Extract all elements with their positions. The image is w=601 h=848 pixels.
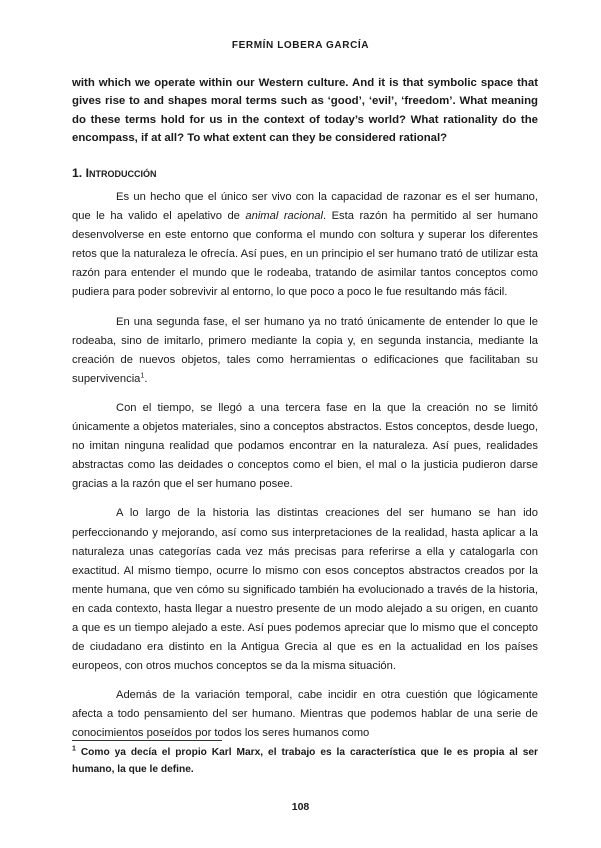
paragraph-2-text: En una segunda fase, el ser humano ya no trató únicamente de entender lo que le rodeaba, sino de imitarlo, primero mediante la copia y, en segunda instancia, mediante la creación de nuevos objetos, tales como herramientas o edificaciones que facilitaban su supervivencia <box>72 315 538 385</box>
section-title: Introducción <box>85 166 157 180</box>
paragraph-3: Con el tiempo, se llegó a una tercera fase en la que la creación no se limitó únicamente a objetos materiales, sino a conceptos abstractos. Estos conceptos, desde luego, no imitan ninguna realidad que podamos encontrar en la naturaleza. Así pues, realidades abstractas como las deidades o conceptos como el bien, el mal o la justicia pudieron darse gracias a la razón que el ser humano posee. <box>72 401 538 491</box>
footnote-text: Como ya decía el propio Karl Marx, el trabajo es la característica que le es propia al ser humano, la que le define. <box>72 747 538 775</box>
paragraph-1-text-a: Es un hecho que el único ser vivo con la capacidad de razonar es el ser humano, que le ha valido el apelativo de <box>72 191 538 223</box>
running-header: FERMÍN LOBERA GARCÍA <box>231 40 370 51</box>
paragraph-1-text-b: . Esta razón ha permitido al ser humano desenvolverse en este entorno que conforma el mundo con soltura y superar los diferentes retos que la naturaleza le ofrecía. Así pues, en un principio el ser humano trató de utilizar esta razón para entender el mundo que le rodeaba, tratando de asimilar tantos conceptos como pudiera para poder sobrevivir al entorno, lo que poco a poco le fue resultando más fácil. <box>72 210 538 299</box>
paragraph-2-end: . <box>144 372 148 385</box>
abstract-continuation: with which we operate within our Western culture. And it is that symbolic space that gives rise to and shapes moral terms such as ‘good’, ‘evil’, ‘freedom’. What meaning do these terms hold for us in the context of today’s world? What rationality do the encompass, if at all? To what extent can they be considered rational? <box>72 77 538 144</box>
page-number: 108 <box>291 801 310 813</box>
emphasis-animal-racional: animal racional <box>245 210 323 223</box>
paragraph-2 <box>72 313 538 389</box>
section-heading <box>72 166 156 180</box>
footnote-marker: 1 <box>72 745 76 753</box>
paragraph-1 <box>72 188 538 303</box>
body-text <box>72 188 538 744</box>
section-number: 1. <box>72 166 83 180</box>
footnote-reference[interactable]: 1 <box>140 372 145 380</box>
paragraph-4: A lo largo de la historia las distintas creaciones del ser humano se han ido perfeccionando y mejorando, así como sus interpretaciones de la realidad, hasta aplicar a la naturaleza unas categorías cada vez más precisas para referirse a ella y catalogarla con exactitud. Al mismo tiempo, ocurre lo mismo con esos conceptos abstractos creados por la mente humana, que ven cómo su significado también ha evolucionado a través de la historia, en cada contexto, hasta llegar a nuestro presente de un modo alejado a su origen, en cuanto a que es un tiempo alejado a este. Así pues podemos apreciar que lo mismo que el concepto de ciudadano era distinto en la Antigua Grecia al que es en la actualidad en los países europeos, con otros muchos conceptos se da la misma situación. <box>72 507 538 673</box>
footnote-divider <box>72 740 222 741</box>
paragraph-5: Además de la variación temporal, cabe incidir en otra cuestión que lógicamente afecta a todo pensamiento del ser humano. Mientras que podemos hablar de una serie de conocimientos poseídos por todos los seres humanos como <box>72 689 538 740</box>
footnote <box>72 744 538 778</box>
